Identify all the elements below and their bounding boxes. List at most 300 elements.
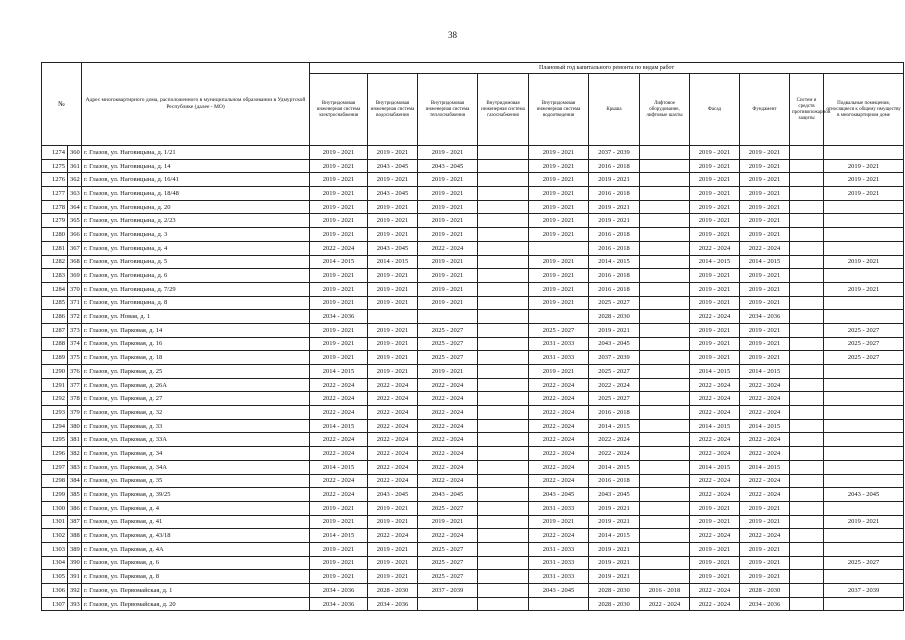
row-period-cell: 2022 - 2024 xyxy=(740,378,790,392)
row-number: 1295 xyxy=(42,433,68,447)
row-period-cell: 2019 - 2021 xyxy=(589,200,640,214)
row-period-cell xyxy=(790,187,824,201)
row-period-cell: 2019 - 2021 xyxy=(740,228,790,242)
row-period-cell xyxy=(790,529,824,543)
row-period-cell: 2022 - 2024 xyxy=(418,392,478,406)
row-period-cell xyxy=(790,542,824,556)
row-period-cell xyxy=(790,378,824,392)
row-period-cell xyxy=(478,488,529,502)
row-mo-number: 378 xyxy=(68,392,82,406)
row-period-cell xyxy=(640,200,690,214)
row-period-cell: 2022 - 2024 xyxy=(740,447,790,461)
row-period-cell xyxy=(478,501,529,515)
row-period-cell xyxy=(418,310,478,324)
row-period-cell: 2019 - 2021 xyxy=(418,255,478,269)
row-mo-number: 377 xyxy=(68,378,82,392)
row-address: г. Глазов, ул. Парковая, д. 33 xyxy=(82,419,310,433)
row-period-cell: 2028 - 2030 xyxy=(589,310,640,324)
row-number: 1306 xyxy=(42,584,68,598)
row-period-cell xyxy=(790,255,824,269)
row-period-cell: 2019 - 2021 xyxy=(824,255,904,269)
row-period-cell: 2019 - 2021 xyxy=(740,146,790,160)
row-mo-number: 386 xyxy=(68,501,82,515)
row-period-cell: 2028 - 2030 xyxy=(740,584,790,598)
row-number: 1297 xyxy=(42,460,68,474)
row-period-cell xyxy=(790,392,824,406)
row-period-cell: 2019 - 2021 xyxy=(368,542,418,556)
column-header-work: Фасад xyxy=(690,74,740,146)
row-period-cell: 2022 - 2024 xyxy=(690,378,740,392)
row-period-cell: 2022 - 2024 xyxy=(690,584,740,598)
row-period-cell xyxy=(640,351,690,365)
row-period-cell: 2043 - 2045 xyxy=(368,159,418,173)
row-period-cell xyxy=(824,433,904,447)
row-period-cell: 2034 - 2036 xyxy=(368,597,418,611)
row-period-cell xyxy=(824,378,904,392)
row-period-cell: 2019 - 2021 xyxy=(368,146,418,160)
row-number: 1280 xyxy=(42,228,68,242)
row-period-cell: 2019 - 2021 xyxy=(310,570,368,584)
row-period-cell xyxy=(640,447,690,461)
row-period-cell: 2022 - 2024 xyxy=(740,241,790,255)
row-mo-number: 383 xyxy=(68,460,82,474)
row-period-cell: 2022 - 2024 xyxy=(690,406,740,420)
row-period-cell xyxy=(790,337,824,351)
row-period-cell: 2022 - 2024 xyxy=(418,460,478,474)
row-period-cell xyxy=(824,474,904,488)
row-period-cell xyxy=(640,269,690,283)
row-address: г. Глазов, ул. Наговицына, д. 6 xyxy=(82,269,310,283)
row-period-cell: 2019 - 2021 xyxy=(529,255,589,269)
row-period-cell: 2022 - 2024 xyxy=(529,433,589,447)
row-period-cell xyxy=(790,433,824,447)
row-period-cell: 2019 - 2021 xyxy=(690,570,740,584)
table-row xyxy=(42,515,904,529)
row-period-cell: 2022 - 2024 xyxy=(368,474,418,488)
column-header-work: Внутридомовая инженерная система теплоснабжения xyxy=(418,74,478,146)
page-number: 38 xyxy=(448,30,457,40)
row-period-cell xyxy=(640,146,690,160)
row-period-cell: 2037 - 2039 xyxy=(589,146,640,160)
row-period-cell xyxy=(478,515,529,529)
row-period-cell: 2019 - 2021 xyxy=(529,187,589,201)
row-period-cell: 2019 - 2021 xyxy=(310,556,368,570)
column-header-work: Внутридомовая инженерная система газоснабжения xyxy=(478,74,529,146)
row-period-cell xyxy=(478,529,529,543)
row-period-cell: 2022 - 2024 xyxy=(740,406,790,420)
row-period-cell: 2043 - 2045 xyxy=(418,488,478,502)
row-period-cell: 2019 - 2021 xyxy=(529,282,589,296)
row-period-cell: 2019 - 2021 xyxy=(310,351,368,365)
row-period-cell: 2019 - 2021 xyxy=(690,556,740,570)
row-period-cell xyxy=(790,584,824,598)
row-period-cell: 2022 - 2024 xyxy=(690,447,740,461)
row-period-cell: 2019 - 2021 xyxy=(589,542,640,556)
row-number: 1281 xyxy=(42,241,68,255)
row-period-cell: 2022 - 2024 xyxy=(589,433,640,447)
row-period-cell xyxy=(640,365,690,379)
row-period-cell: 2022 - 2024 xyxy=(418,419,478,433)
row-period-cell: 2014 - 2015 xyxy=(589,529,640,543)
row-period-cell: 2019 - 2021 xyxy=(690,337,740,351)
table-row xyxy=(42,173,904,187)
row-period-cell xyxy=(478,556,529,570)
row-period-cell xyxy=(529,597,589,611)
row-period-cell xyxy=(790,173,824,187)
row-period-cell xyxy=(790,460,824,474)
row-period-cell: 2016 - 2018 xyxy=(589,474,640,488)
row-period-cell: 2019 - 2021 xyxy=(368,228,418,242)
row-period-cell: 2022 - 2024 xyxy=(529,474,589,488)
row-mo-number: 371 xyxy=(68,296,82,310)
row-period-cell: 2019 - 2021 xyxy=(589,515,640,529)
row-address: г. Глазов, ул. Парковая, д. 25 xyxy=(82,365,310,379)
row-period-cell: 2014 - 2015 xyxy=(589,255,640,269)
row-period-cell xyxy=(640,241,690,255)
row-period-cell: 2043 - 2045 xyxy=(368,187,418,201)
row-address: г. Глазов, ул. Парковая, д. 39/25 xyxy=(82,488,310,502)
table-row xyxy=(42,323,904,337)
row-number: 1278 xyxy=(42,200,68,214)
row-period-cell xyxy=(478,241,529,255)
row-period-cell: 2019 - 2021 xyxy=(589,214,640,228)
column-header-work: Внутридомовая инженерная система водоотведения xyxy=(529,74,589,146)
row-period-cell: 2019 - 2021 xyxy=(740,570,790,584)
table-row xyxy=(42,406,904,420)
row-period-cell: 2019 - 2021 xyxy=(740,173,790,187)
row-period-cell: 2025 - 2027 xyxy=(824,323,904,337)
row-period-cell: 2019 - 2021 xyxy=(690,146,740,160)
row-period-cell: 2022 - 2024 xyxy=(690,310,740,324)
row-period-cell: 2022 - 2024 xyxy=(418,378,478,392)
row-period-cell: 2019 - 2021 xyxy=(368,296,418,310)
table-row xyxy=(42,419,904,433)
row-period-cell: 2022 - 2024 xyxy=(418,241,478,255)
row-period-cell: 2025 - 2027 xyxy=(418,570,478,584)
row-number: 1289 xyxy=(42,351,68,365)
row-period-cell: 2019 - 2021 xyxy=(310,214,368,228)
row-period-cell xyxy=(824,269,904,283)
row-period-cell: 2019 - 2021 xyxy=(690,200,740,214)
row-period-cell: 2022 - 2024 xyxy=(640,597,690,611)
row-address: г. Глазов, ул. Наговицына, д. 2/23 xyxy=(82,214,310,228)
row-period-cell: 2025 - 2027 xyxy=(418,337,478,351)
row-period-cell xyxy=(640,173,690,187)
column-header-work: Подвальные помещения, относящиеся к общему имуществу в многоквартирном доме xyxy=(824,74,904,146)
row-mo-number: 392 xyxy=(68,584,82,598)
row-period-cell xyxy=(790,269,824,283)
table-row xyxy=(42,365,904,379)
row-period-cell xyxy=(824,200,904,214)
row-period-cell: 2019 - 2021 xyxy=(368,269,418,283)
row-period-cell: 2019 - 2021 xyxy=(740,515,790,529)
row-period-cell: 2022 - 2024 xyxy=(529,392,589,406)
row-number: 1279 xyxy=(42,214,68,228)
table-row xyxy=(42,488,904,502)
row-period-cell: 2019 - 2021 xyxy=(690,228,740,242)
row-period-cell: 2031 - 2033 xyxy=(529,337,589,351)
row-period-cell xyxy=(478,378,529,392)
row-address: г. Глазов, ул. Парковая, д. 33А xyxy=(82,433,310,447)
row-period-cell: 2019 - 2021 xyxy=(368,214,418,228)
table-row xyxy=(42,159,904,173)
row-period-cell xyxy=(478,146,529,160)
row-mo-number: 363 xyxy=(68,187,82,201)
row-period-cell xyxy=(824,597,904,611)
table-row xyxy=(42,255,904,269)
row-period-cell: 2022 - 2024 xyxy=(740,529,790,543)
row-address: г. Глазов, ул. Парковая, д. 34А xyxy=(82,460,310,474)
row-mo-number: 389 xyxy=(68,542,82,556)
row-address: г. Глазов, ул. Парковая, д. 27 xyxy=(82,392,310,406)
row-period-cell: 2016 - 2018 xyxy=(589,269,640,283)
row-period-cell xyxy=(640,501,690,515)
row-period-cell: 2019 - 2021 xyxy=(740,200,790,214)
row-period-cell: 2019 - 2021 xyxy=(418,173,478,187)
table-row xyxy=(42,460,904,474)
row-period-cell xyxy=(478,214,529,228)
row-period-cell: 2019 - 2021 xyxy=(310,146,368,160)
row-period-cell: 2022 - 2024 xyxy=(368,392,418,406)
row-period-cell xyxy=(790,406,824,420)
row-mo-number: 364 xyxy=(68,200,82,214)
row-period-cell: 2019 - 2021 xyxy=(690,214,740,228)
row-number: 1298 xyxy=(42,474,68,488)
column-header-work: Внутридомовая инженерная система электроснабжения xyxy=(310,74,368,146)
row-period-cell xyxy=(824,310,904,324)
row-period-cell: 2019 - 2021 xyxy=(589,173,640,187)
row-address: г. Глазов, ул. Наговицына, д. 20 xyxy=(82,200,310,214)
row-number: 1282 xyxy=(42,255,68,269)
row-address: г. Глазов, ул. Наговицына, д. 7/29 xyxy=(82,282,310,296)
table-row xyxy=(42,556,904,570)
row-period-cell: 2014 - 2015 xyxy=(589,460,640,474)
table-row xyxy=(42,378,904,392)
row-period-cell: 2019 - 2021 xyxy=(310,337,368,351)
row-mo-number: 367 xyxy=(68,241,82,255)
table-row xyxy=(42,597,904,611)
row-number: 1302 xyxy=(42,529,68,543)
row-address: г. Глазов, ул. Парковая, д. 14 xyxy=(82,323,310,337)
row-period-cell xyxy=(790,214,824,228)
row-period-cell: 2014 - 2015 xyxy=(690,419,740,433)
row-number: 1293 xyxy=(42,406,68,420)
row-period-cell xyxy=(478,269,529,283)
row-number: 1307 xyxy=(42,597,68,611)
table-row xyxy=(42,146,904,160)
row-number: 1304 xyxy=(42,556,68,570)
row-period-cell: 2019 - 2021 xyxy=(368,173,418,187)
table-row xyxy=(42,214,904,228)
row-period-cell xyxy=(790,159,824,173)
row-period-cell xyxy=(790,146,824,160)
row-period-cell: 2025 - 2027 xyxy=(418,351,478,365)
row-period-cell xyxy=(824,542,904,556)
row-period-cell: 2014 - 2015 xyxy=(740,365,790,379)
row-period-cell: 2019 - 2021 xyxy=(740,269,790,283)
row-period-cell: 2019 - 2021 xyxy=(589,570,640,584)
row-period-cell xyxy=(478,255,529,269)
table-row xyxy=(42,392,904,406)
row-period-cell xyxy=(790,501,824,515)
row-mo-number: 360 xyxy=(68,146,82,160)
row-number: 1301 xyxy=(42,515,68,529)
row-number: 1283 xyxy=(42,269,68,283)
row-number: 1305 xyxy=(42,570,68,584)
row-period-cell xyxy=(478,200,529,214)
row-address: г. Глазов, ул. Наговицына, д. 14 xyxy=(82,159,310,173)
row-period-cell: 2022 - 2024 xyxy=(368,406,418,420)
row-period-cell: 2019 - 2021 xyxy=(310,200,368,214)
row-period-cell: 2019 - 2021 xyxy=(824,159,904,173)
row-period-cell: 2022 - 2024 xyxy=(690,392,740,406)
row-address: г. Глазов, ул. Первомайская, д. 20 xyxy=(82,597,310,611)
row-period-cell: 2019 - 2021 xyxy=(310,296,368,310)
row-period-cell: 2019 - 2021 xyxy=(418,146,478,160)
row-period-cell xyxy=(478,310,529,324)
row-period-cell: 2025 - 2027 xyxy=(824,556,904,570)
row-period-cell: 2022 - 2024 xyxy=(589,378,640,392)
row-address: г. Глазов, ул. Парковая, д. 16 xyxy=(82,337,310,351)
row-period-cell: 2019 - 2021 xyxy=(690,173,740,187)
row-period-cell xyxy=(640,570,690,584)
row-number: 1275 xyxy=(42,159,68,173)
row-period-cell: 2019 - 2021 xyxy=(690,282,740,296)
row-address: г. Глазов, ул. Парковая, д. 43/18 xyxy=(82,529,310,543)
row-period-cell: 2022 - 2024 xyxy=(529,419,589,433)
row-period-cell xyxy=(478,351,529,365)
row-period-cell: 2016 - 2018 xyxy=(589,406,640,420)
row-period-cell xyxy=(478,323,529,337)
table-row xyxy=(42,542,904,556)
row-address: г. Глазов, ул. Наговицына, д. 3 xyxy=(82,228,310,242)
row-period-cell xyxy=(824,570,904,584)
row-period-cell: 2022 - 2024 xyxy=(690,597,740,611)
row-period-cell: 2016 - 2018 xyxy=(589,282,640,296)
row-period-cell: 2025 - 2027 xyxy=(824,337,904,351)
row-period-cell xyxy=(640,419,690,433)
row-address: г. Глазов, ул. Наговицына, д. 18/48 xyxy=(82,187,310,201)
row-period-cell: 2014 - 2015 xyxy=(310,419,368,433)
row-number: 1299 xyxy=(42,488,68,502)
row-period-cell: 2019 - 2021 xyxy=(529,200,589,214)
row-period-cell: 2019 - 2021 xyxy=(529,228,589,242)
row-period-cell: 2019 - 2021 xyxy=(740,159,790,173)
capital-repair-table xyxy=(41,62,904,611)
row-period-cell: 2025 - 2027 xyxy=(418,323,478,337)
row-period-cell: 2019 - 2021 xyxy=(418,200,478,214)
row-mo-number: 361 xyxy=(68,159,82,173)
row-period-cell xyxy=(640,214,690,228)
row-period-cell xyxy=(824,419,904,433)
row-period-cell xyxy=(790,570,824,584)
row-period-cell: 2025 - 2027 xyxy=(589,296,640,310)
row-period-cell xyxy=(640,406,690,420)
row-period-cell: 2019 - 2021 xyxy=(690,501,740,515)
row-period-cell: 2034 - 2036 xyxy=(310,310,368,324)
row-period-cell: 2014 - 2015 xyxy=(589,419,640,433)
row-period-cell xyxy=(478,337,529,351)
row-period-cell: 2019 - 2021 xyxy=(690,269,740,283)
row-period-cell xyxy=(368,310,418,324)
row-period-cell: 2022 - 2024 xyxy=(690,529,740,543)
row-period-cell: 2022 - 2024 xyxy=(529,529,589,543)
row-period-cell: 2037 - 2039 xyxy=(589,351,640,365)
row-period-cell: 2019 - 2021 xyxy=(740,501,790,515)
row-period-cell xyxy=(640,556,690,570)
row-period-cell xyxy=(790,488,824,502)
row-mo-number: 368 xyxy=(68,255,82,269)
row-period-cell: 2019 - 2021 xyxy=(368,323,418,337)
row-period-cell: 2043 - 2045 xyxy=(824,488,904,502)
row-period-cell: 2019 - 2021 xyxy=(740,337,790,351)
row-period-cell: 2019 - 2021 xyxy=(310,187,368,201)
row-address: г. Глазов, ул. Наговицына, д. 16/41 xyxy=(82,173,310,187)
row-mo-number: 388 xyxy=(68,529,82,543)
row-period-cell: 2043 - 2045 xyxy=(589,488,640,502)
row-period-cell: 2019 - 2021 xyxy=(690,187,740,201)
row-period-cell: 2022 - 2024 xyxy=(740,392,790,406)
row-period-cell xyxy=(640,337,690,351)
row-period-cell xyxy=(478,392,529,406)
row-period-cell: 2019 - 2021 xyxy=(740,187,790,201)
row-number: 1284 xyxy=(42,282,68,296)
row-period-cell xyxy=(790,241,824,255)
row-period-cell xyxy=(640,187,690,201)
row-period-cell: 2014 - 2015 xyxy=(310,365,368,379)
table-row xyxy=(42,200,904,214)
row-period-cell: 2028 - 2030 xyxy=(589,584,640,598)
row-period-cell: 2019 - 2021 xyxy=(310,269,368,283)
row-number: 1300 xyxy=(42,501,68,515)
row-period-cell: 2014 - 2015 xyxy=(690,255,740,269)
row-period-cell: 2019 - 2021 xyxy=(418,282,478,296)
row-period-cell: 2019 - 2021 xyxy=(418,187,478,201)
row-period-cell xyxy=(640,323,690,337)
row-period-cell: 2019 - 2021 xyxy=(690,351,740,365)
row-address: г. Глазов, ул. Новая, д. 1 xyxy=(82,310,310,324)
row-period-cell xyxy=(790,419,824,433)
row-address: г. Глазов, ул. Парковая, д. 8 xyxy=(82,570,310,584)
row-period-cell: 2043 - 2045 xyxy=(529,584,589,598)
row-period-cell: 2022 - 2024 xyxy=(690,433,740,447)
row-period-cell: 2022 - 2024 xyxy=(310,447,368,461)
row-period-cell: 2019 - 2021 xyxy=(310,159,368,173)
row-period-cell: 2019 - 2021 xyxy=(529,365,589,379)
row-period-cell: 2019 - 2021 xyxy=(368,501,418,515)
row-period-cell xyxy=(478,187,529,201)
row-period-cell: 2019 - 2021 xyxy=(529,296,589,310)
row-period-cell xyxy=(824,460,904,474)
row-mo-number: 372 xyxy=(68,310,82,324)
table-row xyxy=(42,296,904,310)
row-number: 1276 xyxy=(42,173,68,187)
row-period-cell xyxy=(824,529,904,543)
row-period-cell: 2043 - 2045 xyxy=(529,488,589,502)
row-mo-number: 387 xyxy=(68,515,82,529)
row-period-cell xyxy=(640,488,690,502)
row-period-cell: 2025 - 2027 xyxy=(589,365,640,379)
row-period-cell: 2019 - 2021 xyxy=(824,282,904,296)
row-period-cell: 2037 - 2039 xyxy=(418,584,478,598)
table-row xyxy=(42,187,904,201)
row-period-cell xyxy=(478,447,529,461)
row-period-cell xyxy=(640,460,690,474)
row-period-cell: 2019 - 2021 xyxy=(529,214,589,228)
row-period-cell: 2019 - 2021 xyxy=(589,323,640,337)
row-period-cell xyxy=(640,282,690,296)
row-period-cell xyxy=(640,529,690,543)
